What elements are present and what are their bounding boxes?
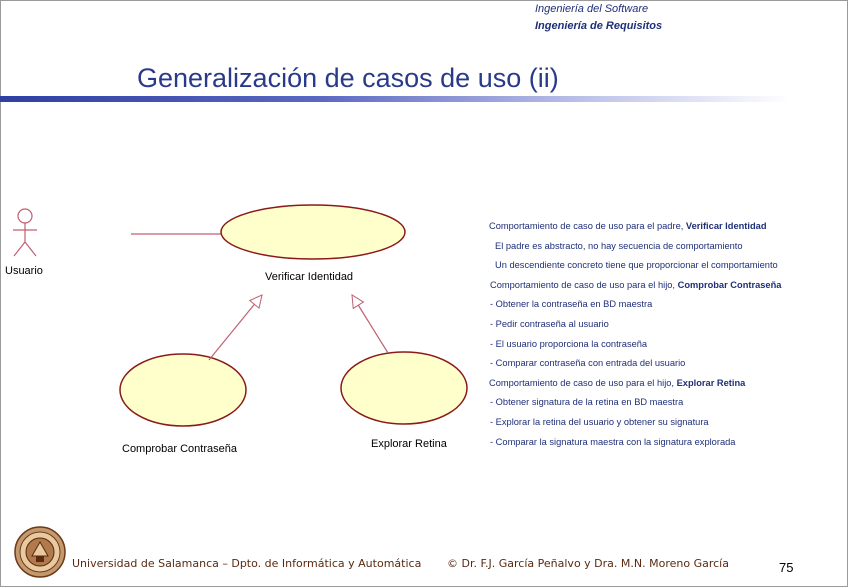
parent-usecase-label: Verificar Identidad	[265, 271, 354, 283]
desc-line: - Pedir contraseña al usuario	[490, 318, 609, 329]
desc-line: Comportamiento de caso de uso para el padre, Verificar Identidad	[489, 221, 767, 231]
desc-line: - Obtener la contraseña en BD maestra	[490, 299, 653, 310]
child2-usecase-label: Explorar Retina	[371, 438, 447, 450]
desc-line: - Comparar contraseña con entrada del usuario	[490, 358, 686, 369]
usecase-comprobar-contrasena	[120, 354, 246, 426]
generalization-arrow-right	[352, 295, 388, 353]
behavior-description	[487, 217, 842, 452]
actor-label: Usuario	[5, 265, 43, 277]
page-number: 75	[779, 560, 794, 575]
section-title: Ingeniería de Requisitos	[535, 20, 663, 32]
course-title: Ingeniería del Software	[535, 3, 649, 15]
usecase-explorar-retina	[341, 352, 467, 424]
desc-line: Un descendiente concreto tiene que proporcionar el comportamiento	[495, 260, 778, 271]
slide-title: Generalización de casos de uso (ii)	[137, 63, 559, 93]
university-seal-icon	[14, 526, 66, 578]
desc-line: Comportamiento de caso de uso para el hijo, Comprobar Contraseña	[490, 279, 782, 290]
desc-line: Comportamiento de caso de uso para el hijo, Explorar Retina	[489, 377, 746, 388]
desc-line: El padre es abstracto, no hay secuencia de comportamiento	[495, 240, 743, 251]
usecase-verificar-identidad	[221, 205, 405, 259]
actor-icon	[13, 209, 37, 256]
desc-line: - El usuario proporciona la contraseña	[490, 338, 648, 349]
generalization-arrow-left	[209, 295, 262, 360]
footer-authors: © Dr. F.J. García Peñalvo y Dra. M.N. Moreno García	[447, 557, 729, 570]
desc-line: - Obtener signatura de la retina en BD maestra	[490, 397, 684, 408]
desc-line: - Explorar la retina del usuario y obtener su signatura	[490, 416, 709, 427]
desc-line: - Comparar la signatura maestra con la signatura explorada	[490, 436, 736, 447]
child1-usecase-label: Comprobar Contraseña	[122, 443, 237, 455]
footer-university: Universidad de Salamanca – Dpto. de Informática y Automática	[72, 557, 422, 570]
